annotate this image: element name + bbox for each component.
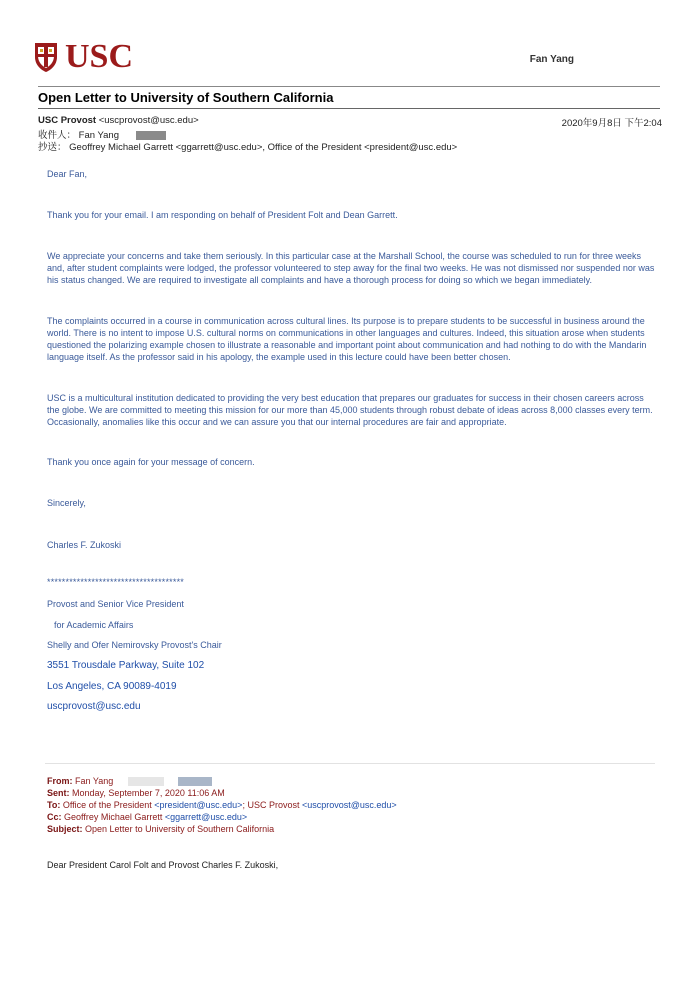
to-name[interactable]: Fan Yang [78,130,119,141]
account-name: Fan Yang [529,54,574,65]
to-label: 收件人： [38,130,77,141]
letter-paragraph-5: Thank you once again for your message of concern. [47,457,255,467]
sender-address[interactable]: <uscprovost@usc.edu> [98,115,199,126]
fwd-sent-label: Sent: [47,788,70,798]
address-line-2: Los Angeles, CA 90089-4019 [47,681,177,692]
email-header [33,40,660,80]
email-date: 2020年9月8日 下午2:04 [561,118,662,129]
fwd-to-line [47,800,397,810]
sender-line [38,115,199,126]
signer-title-1: Provost and Senior Vice President [47,599,184,609]
letter-paragraph-3: The complaints occurred in a course in communication across cultural lines. Its purpose is to prepare students to be successful in business around the world. There is no intent to impose U.S. cultural norms on communications in other languages and cultures. Indeed, this situation arose when students questioned the polarizing example chosen to illustrate a reasonable and important point about communication and had nothing to do with the Mandarin language itself. As the professor said in his apology, the example used in this lecture could have been better chosen. [47,316,647,362]
signer-name: Charles F. Zukoski [47,540,122,550]
fwd-subject-line [47,824,274,834]
letter-paragraph-1: Thank you for your email. I am responding on behalf of President Folt and Dean Garrett. [47,210,398,220]
letter-paragraph-2: We appreciate your concerns and take them seriously. In this particular case at the Marshall School, the course was scheduled to run for three weeks and, after student complaints were lodged, the professor volunteered to step away for the final two weeks. He was not dismissed nor suspended nor was his status changed. We are required to investigate all complaints and have a thorough process for doing so which we began immediately. [47,251,655,285]
fwd-from-line [47,776,212,786]
subject-divider [38,108,660,109]
fwd-cc-line [47,812,247,822]
fwd-cc-label: Cc: [47,812,62,822]
forwarded-greeting: Dear President Carol Folt and Provost Charles F. Zukoski, [47,860,279,870]
usc-seal-icon [33,41,59,73]
fwd-subject-value: Open Letter to University of Southern California [85,824,275,834]
signer-title-3: Shelly and Ofer Nemirovsky Provost's Chair [47,640,222,650]
forward-divider [45,763,655,764]
cc-label: 抄送： [38,142,67,153]
fwd-to-name-1: Office of the President [62,800,155,810]
signer-title-2: for Academic Affairs [54,620,134,630]
fwd-to-label: To: [47,800,61,810]
signer-email-link[interactable]: uscprovost@usc.edu [47,701,141,712]
letter-closing: Sincerely, [47,498,86,508]
letter-paragraph-4: USC is a multicultural institution dedicated to providing the very best education that prepares our graduates for success in their chosen careers across the globe. We are committed to meeting this mission for our more than 45,000 students through robust debate of ideas across 8,000 classes every term. Occasionally, anomalies like this occur and we can assure you that our internal procedures are fair and appropriate. [47,393,653,427]
fwd-sent-line [47,788,225,798]
cc-value[interactable]: Geoffrey Michael Garrett <ggarrett@usc.edu>, Office of the President <president@usc.edu> [69,142,458,153]
fwd-to-address-2[interactable]: <uscprovost@usc.edu> [301,800,397,810]
fwd-subject-label: Subject: [47,824,83,834]
letter-greeting: Dear Fan, [47,169,88,179]
fwd-from-value: Fan Yang [75,776,114,786]
email-subject: Open Letter to University of Southern California [38,90,334,105]
sender-name: USC Provost [38,115,97,126]
fwd-from-label: From: [47,776,73,786]
cc-line [38,139,457,153]
fwd-cc-address[interactable]: <ggarrett@usc.edu> [164,812,248,822]
redacted-block [128,777,164,786]
fwd-to-address-1[interactable]: <president@usc.edu> [154,800,243,810]
signature-separator: ************************************* [47,577,184,587]
fwd-cc-name: Geoffrey Michael Garrett [64,812,165,822]
address-line-1: 3551 Trousdale Parkway, Suite 102 [47,660,205,671]
usc-logo [33,40,133,74]
logo-text: USC [65,38,134,75]
redacted-block [178,777,212,786]
fwd-to-name-2: ; USC Provost [242,800,302,810]
fwd-sent-value: Monday, September 7, 2020 11:06 AM [72,788,225,798]
header-divider [38,86,660,87]
